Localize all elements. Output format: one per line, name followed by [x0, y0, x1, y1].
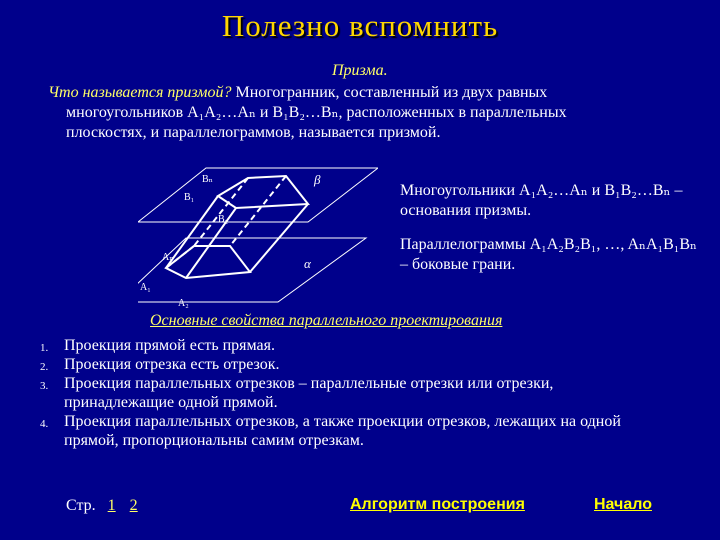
- property-number: 1.: [40, 342, 49, 354]
- properties-title: Основные свойства параллельного проектирования: [150, 312, 503, 329]
- edge-a1b1: [166, 196, 218, 268]
- label-bn: Bₙ: [202, 174, 213, 185]
- definition-line1: Многогранник, составленный из двух равных: [231, 84, 548, 101]
- page-navigation: [66, 497, 148, 515]
- prism-subtitle: Призма.: [332, 62, 388, 79]
- label-a1: A₁: [140, 282, 151, 293]
- property-item: [40, 336, 660, 355]
- property-number: 2.: [40, 361, 49, 373]
- property-item: [40, 412, 660, 450]
- property-number: 3.: [40, 380, 49, 392]
- definition-question: Что называется призмой?: [48, 84, 232, 101]
- edge-hidden-2: [230, 176, 286, 246]
- definition-line3: плоскостях, и параллелограммов, называется призмой.: [66, 124, 441, 141]
- pages-label: Стр.: [66, 497, 96, 514]
- bases-description: Многоугольники A₁A₂…Aₙ и B₁B₂…Bₙ – основания призмы.: [400, 182, 683, 219]
- label-b1: B₁: [184, 192, 195, 203]
- label-beta: β: [314, 172, 321, 187]
- home-link[interactable]: Начало: [594, 496, 652, 513]
- plane-beta: [138, 168, 378, 222]
- edge-a2b2: [186, 208, 236, 278]
- edge-hidden-1: [194, 178, 248, 246]
- property-text: Проекция прямой есть прямая.: [64, 337, 276, 354]
- property-text: Проекция отрезка есть отрезок.: [64, 356, 280, 373]
- label-an: Aₙ: [162, 252, 174, 263]
- label-a2: A₂: [178, 298, 189, 309]
- properties-list: [40, 336, 660, 450]
- faces-description: Параллелограммы A₁A₂B₂B₁, …, AₙA₁B₁Bₙ – боковые грани.: [400, 236, 697, 273]
- property-text: Проекция параллельных отрезков – параллельные отрезки или отрезки, принадлежащие одной прямой.: [64, 375, 554, 411]
- slide-title: Полезно вспомнить: [221, 8, 499, 43]
- algorithm-link[interactable]: Алгоритм построения: [350, 496, 525, 513]
- prism-figure: [138, 160, 378, 310]
- property-item: [40, 374, 660, 412]
- page-link-1[interactable]: 1: [107, 497, 116, 514]
- property-item: [40, 355, 660, 374]
- prism-definition: [48, 83, 638, 143]
- label-b2: B₂: [218, 214, 229, 225]
- definition-line2: многоугольников A₁A₂…Aₙ и B₁B₂…Bₙ, расположенных в параллельных: [66, 104, 567, 121]
- page-link-2[interactable]: 2: [129, 497, 138, 514]
- label-alpha: α: [304, 256, 311, 271]
- property-number: 4.: [40, 418, 49, 430]
- property-text: Проекция параллельных отрезков, а также проекции отрезков, лежащих на одной прямой, пропорциональны самим отрезкам.: [64, 413, 621, 449]
